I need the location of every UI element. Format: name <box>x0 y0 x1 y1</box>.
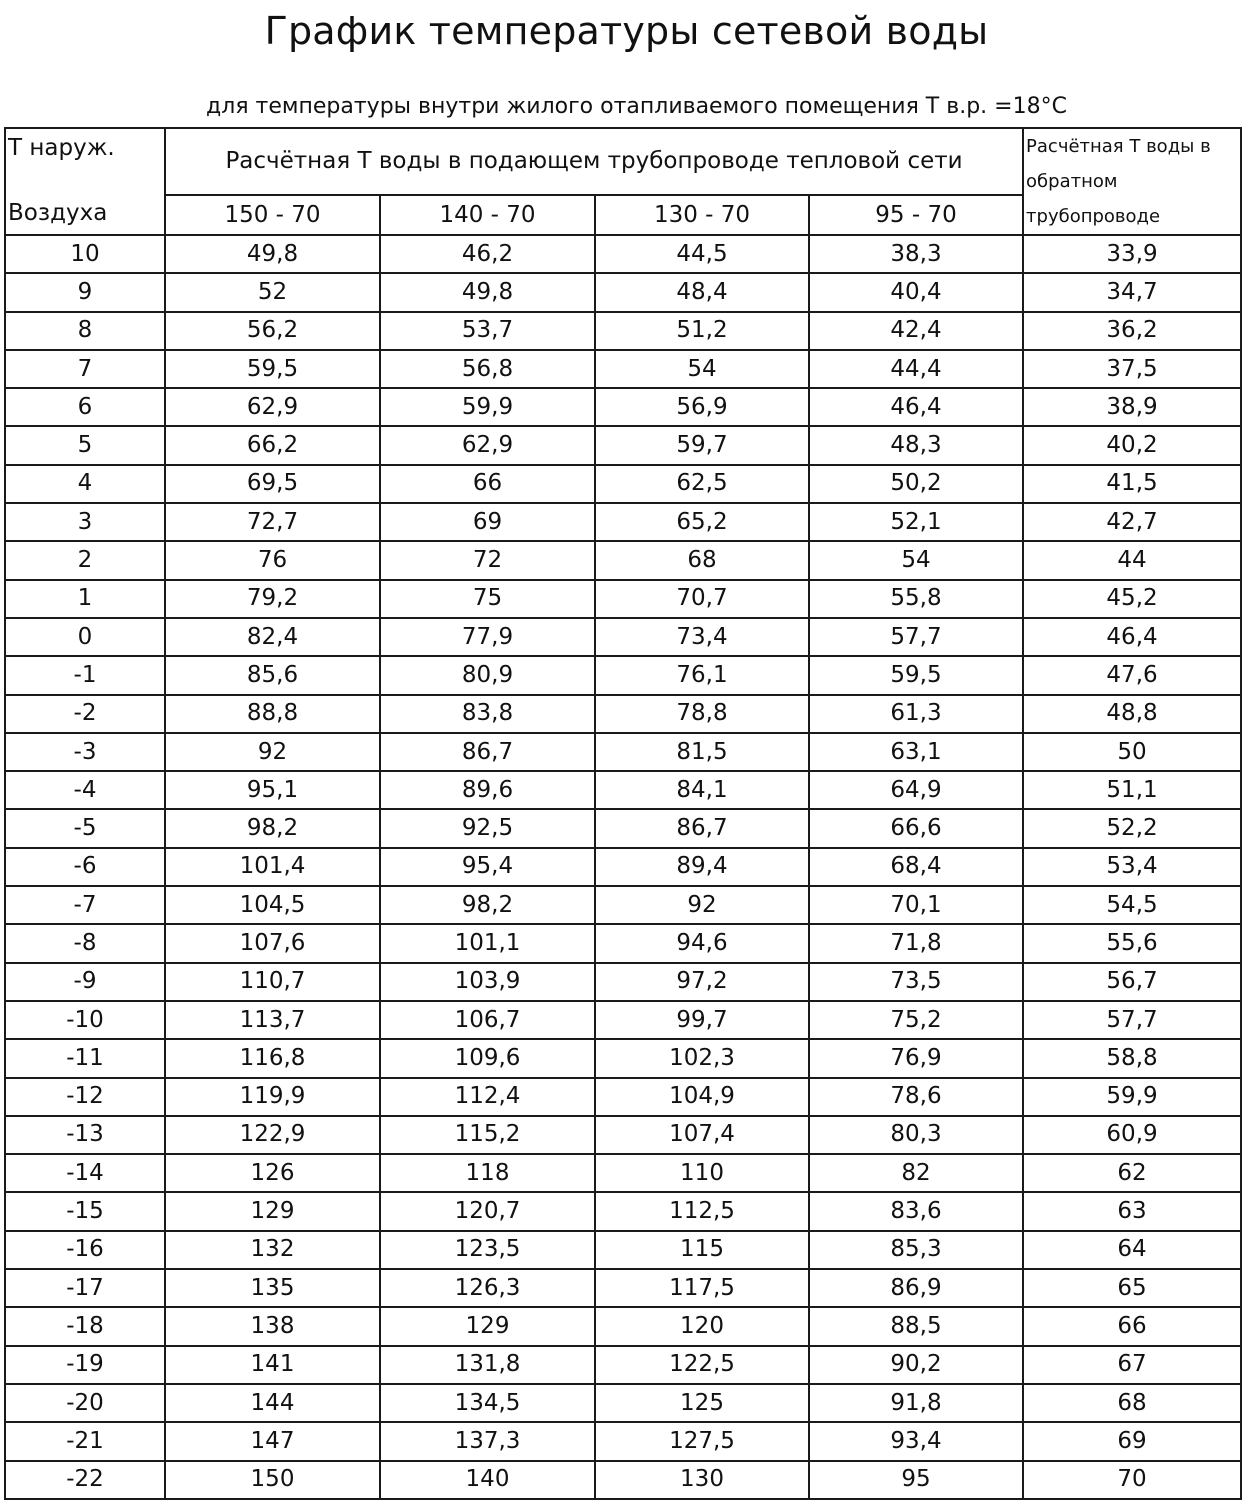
outdoor-temp-cell: -2 <box>5 695 165 733</box>
supply-140-70-cell: 140 <box>380 1461 595 1499</box>
supply-150-70-cell: 82,4 <box>165 618 380 656</box>
supply-150-70-cell: 98,2 <box>165 809 380 847</box>
supply-140-70-cell: 115,2 <box>380 1116 595 1154</box>
supply-95-70-cell: 83,6 <box>809 1192 1023 1230</box>
table-row <box>5 1307 1241 1345</box>
supply-150-70-cell: 126 <box>165 1154 380 1192</box>
outdoor-temp-header <box>5 128 165 235</box>
supply-95-70-cell: 82 <box>809 1154 1023 1192</box>
outdoor-temp-cell: 4 <box>5 465 165 503</box>
outdoor-temp-cell: -15 <box>5 1192 165 1230</box>
outdoor-temp-cell: -1 <box>5 656 165 694</box>
supply-130-70-cell: 99,7 <box>595 1001 809 1039</box>
table-row <box>5 848 1241 886</box>
table-row <box>5 656 1241 694</box>
supply-95-70-cell: 78,6 <box>809 1078 1023 1116</box>
return-header-line: Расчётная Т воды в <box>1026 136 1211 157</box>
table-row <box>5 1422 1241 1460</box>
supply-140-70-cell: 101,1 <box>380 924 595 962</box>
supply-130-70-cell: 48,4 <box>595 273 809 311</box>
supply-150-70-cell: 150 <box>165 1461 380 1499</box>
supply-130-70-cell: 120 <box>595 1307 809 1345</box>
supply-130-70-cell: 127,5 <box>595 1422 809 1460</box>
outdoor-temp-cell: 2 <box>5 541 165 579</box>
supply-130-70-cell: 92 <box>595 886 809 924</box>
table-row <box>5 273 1241 311</box>
return-header-line: обратном <box>1026 171 1118 192</box>
supply-140-70-cell: 75 <box>380 580 595 618</box>
table-row <box>5 465 1241 503</box>
supply-95-70-cell: 73,5 <box>809 963 1023 1001</box>
outdoor-temp-cell: 3 <box>5 503 165 541</box>
supply-130-70-cell: 94,6 <box>595 924 809 962</box>
supply-130-70-cell: 122,5 <box>595 1346 809 1384</box>
supply-95-70-cell: 57,7 <box>809 618 1023 656</box>
outdoor-temp-cell: 9 <box>5 273 165 311</box>
return-temp-cell: 46,4 <box>1023 618 1241 656</box>
temperature-table <box>4 127 1242 1500</box>
table-row <box>5 312 1241 350</box>
supply-140-70-cell: 103,9 <box>380 963 595 1001</box>
supply-130-70-cell: 76,1 <box>595 656 809 694</box>
table-row <box>5 388 1241 426</box>
supply-130-70-cell: 44,5 <box>595 235 809 273</box>
supply-140-70-cell: 83,8 <box>380 695 595 733</box>
supply-130-70-cell: 56,9 <box>595 388 809 426</box>
outdoor-temp-cell: -19 <box>5 1346 165 1384</box>
supply-150-70-cell: 69,5 <box>165 465 380 503</box>
outdoor-temp-cell: 10 <box>5 235 165 273</box>
supply-130-70-cell: 110 <box>595 1154 809 1192</box>
supply-95-70-cell: 71,8 <box>809 924 1023 962</box>
supply-130-70-cell: 51,2 <box>595 312 809 350</box>
table-row <box>5 1269 1241 1307</box>
return-temp-cell: 41,5 <box>1023 465 1241 503</box>
supply-95-70-cell: 40,4 <box>809 273 1023 311</box>
supply-130-70-cell: 125 <box>595 1384 809 1422</box>
supply-140-70-cell: 126,3 <box>380 1269 595 1307</box>
table-row <box>5 886 1241 924</box>
return-temp-cell: 57,7 <box>1023 1001 1241 1039</box>
table-row <box>5 541 1241 579</box>
return-temp-cell: 51,1 <box>1023 771 1241 809</box>
supply-95-70-cell: 88,5 <box>809 1307 1023 1345</box>
supply-130-70-cell: 130 <box>595 1461 809 1499</box>
outdoor-temp-cell: 6 <box>5 388 165 426</box>
supply-150-70-cell: 144 <box>165 1384 380 1422</box>
outdoor-temp-cell: -7 <box>5 886 165 924</box>
table-row <box>5 580 1241 618</box>
table-row <box>5 1346 1241 1384</box>
supply-95-70-cell: 85,3 <box>809 1231 1023 1269</box>
return-temp-cell: 47,6 <box>1023 656 1241 694</box>
supply-140-70-cell: 98,2 <box>380 886 595 924</box>
outdoor-temp-cell: -22 <box>5 1461 165 1499</box>
supply-95-70-cell: 64,9 <box>809 771 1023 809</box>
return-temp-cell: 45,2 <box>1023 580 1241 618</box>
supply-140-70-cell: 56,8 <box>380 350 595 388</box>
supply-140-70-cell: 92,5 <box>380 809 595 847</box>
return-temp-cell: 34,7 <box>1023 273 1241 311</box>
supply-95-70-cell: 63,1 <box>809 733 1023 771</box>
table-row <box>5 924 1241 962</box>
supply-140-70-cell: 112,4 <box>380 1078 595 1116</box>
supply-150-70-cell: 110,7 <box>165 963 380 1001</box>
return-temp-cell: 67 <box>1023 1346 1241 1384</box>
return-temp-cell: 59,9 <box>1023 1078 1241 1116</box>
table-row <box>5 618 1241 656</box>
return-temp-cell: 37,5 <box>1023 350 1241 388</box>
supply-140-70-cell: 129 <box>380 1307 595 1345</box>
outdoor-temp-cell: -6 <box>5 848 165 886</box>
supply-95-70-cell: 68,4 <box>809 848 1023 886</box>
supply-150-70-cell: 76 <box>165 541 380 579</box>
return-temp-cell: 55,6 <box>1023 924 1241 962</box>
supply-130-70-cell: 107,4 <box>595 1116 809 1154</box>
return-temp-cell: 36,2 <box>1023 312 1241 350</box>
table-row <box>5 350 1241 388</box>
supply-95-70-cell: 44,4 <box>809 350 1023 388</box>
supply-95-70-cell: 46,4 <box>809 388 1023 426</box>
return-temp-cell: 68 <box>1023 1384 1241 1422</box>
supply-95-70-cell: 76,9 <box>809 1039 1023 1077</box>
outdoor-temp-cell: -21 <box>5 1422 165 1460</box>
table-row <box>5 1154 1241 1192</box>
supply-140-70-cell: 80,9 <box>380 656 595 694</box>
outdoor-temp-cell: 5 <box>5 426 165 464</box>
page-subtitle: для температуры внутри жилого отапливаемого помещения Т в.р. =18°С <box>206 94 1067 119</box>
supply-130-70-cell: 54 <box>595 350 809 388</box>
supply-140-70-cell: 77,9 <box>380 618 595 656</box>
supply-95-70-cell: 80,3 <box>809 1116 1023 1154</box>
supply-95-70-cell: 70,1 <box>809 886 1023 924</box>
supply-95-70-cell: 93,4 <box>809 1422 1023 1460</box>
supply-95-70-cell: 61,3 <box>809 695 1023 733</box>
supply-150-70-cell: 107,6 <box>165 924 380 962</box>
supply-140-70-cell: 137,3 <box>380 1422 595 1460</box>
outdoor-temp-cell: -17 <box>5 1269 165 1307</box>
supply-140-70-cell: 134,5 <box>380 1384 595 1422</box>
supply-95-70-cell: 95 <box>809 1461 1023 1499</box>
supply-150-70-cell: 72,7 <box>165 503 380 541</box>
outdoor-temp-cell: -5 <box>5 809 165 847</box>
supply-150-70-cell: 147 <box>165 1422 380 1460</box>
supply-150-70-cell: 119,9 <box>165 1078 380 1116</box>
supply-130-70-cell: 65,2 <box>595 503 809 541</box>
supply-140-70-cell: 106,7 <box>380 1001 595 1039</box>
supply-150-70-cell: 101,4 <box>165 848 380 886</box>
supply-150-70-cell: 104,5 <box>165 886 380 924</box>
table-row <box>5 1384 1241 1422</box>
supply-95-70-cell: 50,2 <box>809 465 1023 503</box>
table-row <box>5 733 1241 771</box>
supply-130-70-cell: 97,2 <box>595 963 809 1001</box>
return-header <box>1023 128 1241 235</box>
supply-150-70-cell: 116,8 <box>165 1039 380 1077</box>
return-temp-cell: 40,2 <box>1023 426 1241 464</box>
return-temp-cell: 64 <box>1023 1231 1241 1269</box>
return-temp-cell: 70 <box>1023 1461 1241 1499</box>
return-temp-cell: 58,8 <box>1023 1039 1241 1077</box>
supply-140-70-cell: 69 <box>380 503 595 541</box>
return-temp-cell: 56,7 <box>1023 963 1241 1001</box>
outdoor-temp-cell: -10 <box>5 1001 165 1039</box>
supply-95-70-cell: 91,8 <box>809 1384 1023 1422</box>
supply-150-70-cell: 135 <box>165 1269 380 1307</box>
supply-130-70-cell: 102,3 <box>595 1039 809 1077</box>
supply-150-70-cell: 129 <box>165 1192 380 1230</box>
supply-140-70-cell: 118 <box>380 1154 595 1192</box>
supply-95-70-cell: 66,6 <box>809 809 1023 847</box>
outdoor-temp-cell: -3 <box>5 733 165 771</box>
table-row <box>5 426 1241 464</box>
subheader-130-70: 130 - 70 <box>595 195 809 235</box>
table-row <box>5 1116 1241 1154</box>
supply-95-70-cell: 52,1 <box>809 503 1023 541</box>
supply-140-70-cell: 53,7 <box>380 312 595 350</box>
supply-95-70-cell: 55,8 <box>809 580 1023 618</box>
supply-140-70-cell: 66 <box>380 465 595 503</box>
supply-95-70-cell: 54 <box>809 541 1023 579</box>
page-title: График температуры сетевой воды <box>264 9 989 53</box>
supply-150-70-cell: 79,2 <box>165 580 380 618</box>
table-row <box>5 1001 1241 1039</box>
outdoor-temp-cell: -11 <box>5 1039 165 1077</box>
supply-130-70-cell: 117,5 <box>595 1269 809 1307</box>
return-temp-cell: 54,5 <box>1023 886 1241 924</box>
header-row-1 <box>5 128 1241 195</box>
return-temp-cell: 65 <box>1023 1269 1241 1307</box>
supply-130-70-cell: 62,5 <box>595 465 809 503</box>
supply-130-70-cell: 104,9 <box>595 1078 809 1116</box>
return-temp-cell: 62 <box>1023 1154 1241 1192</box>
supply-130-70-cell: 115 <box>595 1231 809 1269</box>
supply-130-70-cell: 89,4 <box>595 848 809 886</box>
supply-140-70-cell: 59,9 <box>380 388 595 426</box>
supply-130-70-cell: 59,7 <box>595 426 809 464</box>
outdoor-temp-cell: -8 <box>5 924 165 962</box>
supply-150-70-cell: 52 <box>165 273 380 311</box>
supply-header: Расчётная Т воды в подающем трубопроводе тепловой сети <box>165 128 1023 195</box>
return-temp-cell: 66 <box>1023 1307 1241 1345</box>
supply-150-70-cell: 138 <box>165 1307 380 1345</box>
outdoor-temp-cell: -20 <box>5 1384 165 1422</box>
supply-140-70-cell: 95,4 <box>380 848 595 886</box>
supply-95-70-cell: 38,3 <box>809 235 1023 273</box>
supply-140-70-cell: 72 <box>380 541 595 579</box>
table-row <box>5 503 1241 541</box>
subheader-95-70: 95 - 70 <box>809 195 1023 235</box>
supply-150-70-cell: 141 <box>165 1346 380 1384</box>
outdoor-temp-cell: -4 <box>5 771 165 809</box>
outdoor-temp-cell: -16 <box>5 1231 165 1269</box>
supply-140-70-cell: 109,6 <box>380 1039 595 1077</box>
supply-95-70-cell: 42,4 <box>809 312 1023 350</box>
supply-150-70-cell: 113,7 <box>165 1001 380 1039</box>
supply-130-70-cell: 70,7 <box>595 580 809 618</box>
outdoor-temp-cell: -12 <box>5 1078 165 1116</box>
supply-140-70-cell: 120,7 <box>380 1192 595 1230</box>
supply-95-70-cell: 90,2 <box>809 1346 1023 1384</box>
table-row <box>5 1192 1241 1230</box>
table-row <box>5 1039 1241 1077</box>
table-row <box>5 963 1241 1001</box>
supply-95-70-cell: 59,5 <box>809 656 1023 694</box>
supply-130-70-cell: 73,4 <box>595 618 809 656</box>
outdoor-temp-header-bottom: Воздуха <box>8 200 108 226</box>
supply-140-70-cell: 49,8 <box>380 273 595 311</box>
table-row <box>5 1231 1241 1269</box>
supply-150-70-cell: 92 <box>165 733 380 771</box>
table-row <box>5 695 1241 733</box>
supply-140-70-cell: 62,9 <box>380 426 595 464</box>
return-temp-cell: 38,9 <box>1023 388 1241 426</box>
supply-95-70-cell: 75,2 <box>809 1001 1023 1039</box>
supply-150-70-cell: 132 <box>165 1231 380 1269</box>
outdoor-temp-cell: -13 <box>5 1116 165 1154</box>
supply-150-70-cell: 56,2 <box>165 312 380 350</box>
supply-140-70-cell: 86,7 <box>380 733 595 771</box>
outdoor-temp-cell: 8 <box>5 312 165 350</box>
return-temp-cell: 50 <box>1023 733 1241 771</box>
table-row <box>5 1078 1241 1116</box>
supply-95-70-cell: 48,3 <box>809 426 1023 464</box>
supply-140-70-cell: 89,6 <box>380 771 595 809</box>
supply-150-70-cell: 59,5 <box>165 350 380 388</box>
return-temp-cell: 53,4 <box>1023 848 1241 886</box>
supply-130-70-cell: 84,1 <box>595 771 809 809</box>
supply-95-70-cell: 86,9 <box>809 1269 1023 1307</box>
outdoor-temp-cell: 1 <box>5 580 165 618</box>
supply-150-70-cell: 88,8 <box>165 695 380 733</box>
table-row <box>5 1461 1241 1499</box>
outdoor-temp-cell: -18 <box>5 1307 165 1345</box>
return-temp-cell: 33,9 <box>1023 235 1241 273</box>
subheader-140-70: 140 - 70 <box>380 195 595 235</box>
supply-150-70-cell: 49,8 <box>165 235 380 273</box>
return-temp-cell: 63 <box>1023 1192 1241 1230</box>
table-row <box>5 771 1241 809</box>
supply-130-70-cell: 112,5 <box>595 1192 809 1230</box>
return-temp-cell: 44 <box>1023 541 1241 579</box>
supply-140-70-cell: 123,5 <box>380 1231 595 1269</box>
return-temp-cell: 48,8 <box>1023 695 1241 733</box>
supply-150-70-cell: 95,1 <box>165 771 380 809</box>
supply-130-70-cell: 86,7 <box>595 809 809 847</box>
outdoor-temp-cell: 7 <box>5 350 165 388</box>
supply-150-70-cell: 66,2 <box>165 426 380 464</box>
supply-150-70-cell: 122,9 <box>165 1116 380 1154</box>
return-header-line: трубопроводе <box>1026 206 1161 227</box>
outdoor-temp-cell: -9 <box>5 963 165 1001</box>
outdoor-temp-cell: -14 <box>5 1154 165 1192</box>
return-temp-cell: 52,2 <box>1023 809 1241 847</box>
outdoor-temp-header-top: Т наруж. <box>8 135 115 161</box>
outdoor-temp-cell: 0 <box>5 618 165 656</box>
supply-140-70-cell: 131,8 <box>380 1346 595 1384</box>
subheader-150-70: 150 - 70 <box>165 195 380 235</box>
table-row <box>5 235 1241 273</box>
supply-150-70-cell: 62,9 <box>165 388 380 426</box>
supply-150-70-cell: 85,6 <box>165 656 380 694</box>
table-row <box>5 809 1241 847</box>
return-temp-cell: 42,7 <box>1023 503 1241 541</box>
return-temp-cell: 60,9 <box>1023 1116 1241 1154</box>
supply-140-70-cell: 46,2 <box>380 235 595 273</box>
supply-130-70-cell: 78,8 <box>595 695 809 733</box>
supply-130-70-cell: 81,5 <box>595 733 809 771</box>
return-temp-cell: 69 <box>1023 1422 1241 1460</box>
supply-130-70-cell: 68 <box>595 541 809 579</box>
